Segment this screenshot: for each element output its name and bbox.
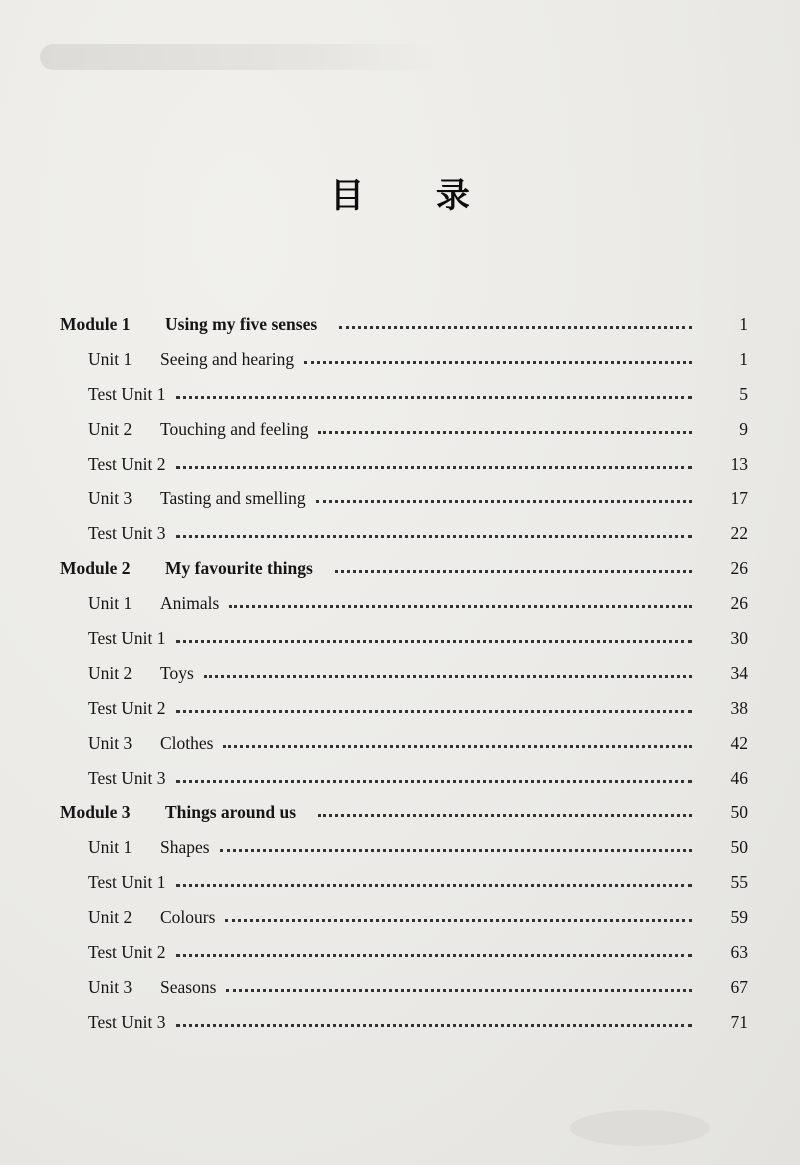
- entry-title: Test Unit 1: [88, 383, 166, 404]
- entry-number: Unit 2: [88, 907, 133, 928]
- toc-unit-entry: [0, 830, 800, 865]
- table-of-contents: [0, 307, 800, 1040]
- entry-title: Test Unit 1: [88, 872, 166, 893]
- toc-test-entry: [0, 865, 800, 900]
- dot-leader: [220, 849, 692, 852]
- page-number: 17: [730, 488, 748, 509]
- entry-number: Module 2: [60, 558, 131, 579]
- page-number: 67: [730, 976, 748, 997]
- page-number: 46: [730, 767, 748, 788]
- entry-label: [88, 733, 213, 754]
- entry-number: Unit 3: [88, 976, 133, 997]
- dot-leader: [176, 640, 692, 643]
- dot-leader: [176, 884, 692, 887]
- entry-label: [88, 488, 306, 509]
- dot-leader: [229, 605, 692, 608]
- entry-title: Touching and feeling: [160, 418, 309, 439]
- dot-leader: [304, 361, 692, 364]
- entry-label: [88, 872, 166, 893]
- dot-leader: [176, 954, 692, 957]
- entry-label: [60, 802, 296, 823]
- entry-title: Toys: [160, 662, 194, 683]
- toc-unit-entry: [0, 481, 800, 516]
- entry-number: Module 3: [60, 802, 131, 823]
- dot-leader: [176, 535, 692, 538]
- dot-leader: [226, 989, 692, 992]
- entry-title: Seeing and hearing: [160, 348, 295, 369]
- bleed-through-header-band: [40, 44, 440, 70]
- dot-leader: [223, 745, 692, 748]
- entry-label: [88, 907, 215, 928]
- entry-title: Test Unit 2: [88, 697, 166, 718]
- toc-unit-entry: [0, 900, 800, 935]
- page-number: 22: [730, 523, 748, 544]
- entry-number: Unit 3: [88, 488, 133, 509]
- bleed-through-footer-mark: [570, 1110, 710, 1146]
- entry-label: [88, 663, 194, 684]
- page-number: 30: [730, 627, 748, 648]
- page-number: 34: [730, 662, 748, 683]
- entry-title: Test Unit 1: [88, 627, 166, 648]
- entry-label: [88, 384, 166, 405]
- entry-label: [88, 523, 166, 544]
- entry-title: Things around us: [165, 802, 297, 823]
- dot-leader: [339, 326, 692, 329]
- page-number: 5: [739, 383, 748, 404]
- toc-test-entry: [0, 447, 800, 482]
- entry-label: [88, 1012, 166, 1033]
- toc-test-entry: [0, 761, 800, 796]
- dot-leader: [204, 675, 692, 678]
- entry-number: Unit 1: [88, 593, 133, 614]
- toc-unit-entry: [0, 412, 800, 447]
- entry-label: [88, 977, 216, 998]
- toc-module-entry: [0, 795, 800, 830]
- page-number: 50: [730, 837, 748, 858]
- entry-label: [88, 837, 210, 858]
- page-number: 13: [730, 453, 748, 474]
- toc-unit-entry: [0, 342, 800, 377]
- entry-title: Clothes: [160, 732, 214, 753]
- page-number: 26: [730, 558, 748, 579]
- entry-label: [88, 628, 166, 649]
- entry-title: Colours: [160, 907, 216, 928]
- page-number: 38: [730, 697, 748, 718]
- page-number: 63: [730, 941, 748, 962]
- page-number: 9: [739, 418, 748, 439]
- dot-leader: [335, 570, 692, 573]
- entry-number: Unit 2: [88, 418, 133, 439]
- page-number: 1: [739, 313, 748, 334]
- entry-number: Module 1: [60, 313, 131, 334]
- entry-label: [88, 454, 166, 475]
- toc-test-entry: [0, 516, 800, 551]
- dot-leader: [318, 814, 692, 817]
- toc-unit-entry: [0, 656, 800, 691]
- toc-test-entry: [0, 621, 800, 656]
- toc-test-entry: [0, 691, 800, 726]
- page-number: 50: [730, 802, 748, 823]
- entry-title: Test Unit 2: [88, 941, 166, 962]
- toc-module-entry: [0, 551, 800, 586]
- entry-label: [88, 768, 166, 789]
- entry-title: Test Unit 3: [88, 767, 166, 788]
- dot-leader: [225, 919, 692, 922]
- entry-number: Unit 3: [88, 732, 133, 753]
- entry-label: [88, 349, 294, 370]
- dot-leader: [176, 1024, 692, 1027]
- entry-title: Using my five senses: [165, 313, 318, 334]
- entry-title: Seasons: [160, 976, 217, 997]
- dot-leader: [318, 431, 692, 434]
- toc-module-entry: [0, 307, 800, 342]
- dot-leader: [176, 710, 692, 713]
- toc-test-entry: [0, 377, 800, 412]
- entry-label: [60, 314, 317, 335]
- toc-test-entry: [0, 935, 800, 970]
- entry-title: Test Unit 2: [88, 453, 166, 474]
- dot-leader: [176, 780, 692, 783]
- entry-title: My favourite things: [165, 558, 313, 579]
- page-number: 26: [730, 593, 748, 614]
- entry-number: Unit 1: [88, 837, 133, 858]
- dot-leader: [176, 396, 692, 399]
- page-number: 42: [730, 732, 748, 753]
- entry-title: Animals: [160, 593, 220, 614]
- page-title: 目 录: [330, 176, 500, 216]
- page-number: 59: [730, 907, 748, 928]
- entry-title: Test Unit 3: [88, 523, 166, 544]
- entry-number: Unit 1: [88, 348, 133, 369]
- entry-label: [60, 558, 313, 579]
- toc-unit-entry: [0, 586, 800, 621]
- entry-number: Unit 2: [88, 662, 133, 683]
- dot-leader: [316, 500, 692, 503]
- entry-title: Tasting and smelling: [160, 488, 306, 509]
- page-number: 1: [739, 348, 748, 369]
- page-number: 71: [730, 1011, 748, 1032]
- toc-unit-entry: [0, 726, 800, 761]
- entry-label: [88, 593, 219, 614]
- page-number: 55: [730, 872, 748, 893]
- entry-title: Shapes: [160, 837, 210, 858]
- dot-leader: [176, 466, 692, 469]
- entry-label: [88, 698, 166, 719]
- toc-unit-entry: [0, 970, 800, 1005]
- toc-test-entry: [0, 1005, 800, 1040]
- entry-title: Test Unit 3: [88, 1011, 166, 1032]
- entry-label: [88, 419, 308, 440]
- entry-label: [88, 942, 166, 963]
